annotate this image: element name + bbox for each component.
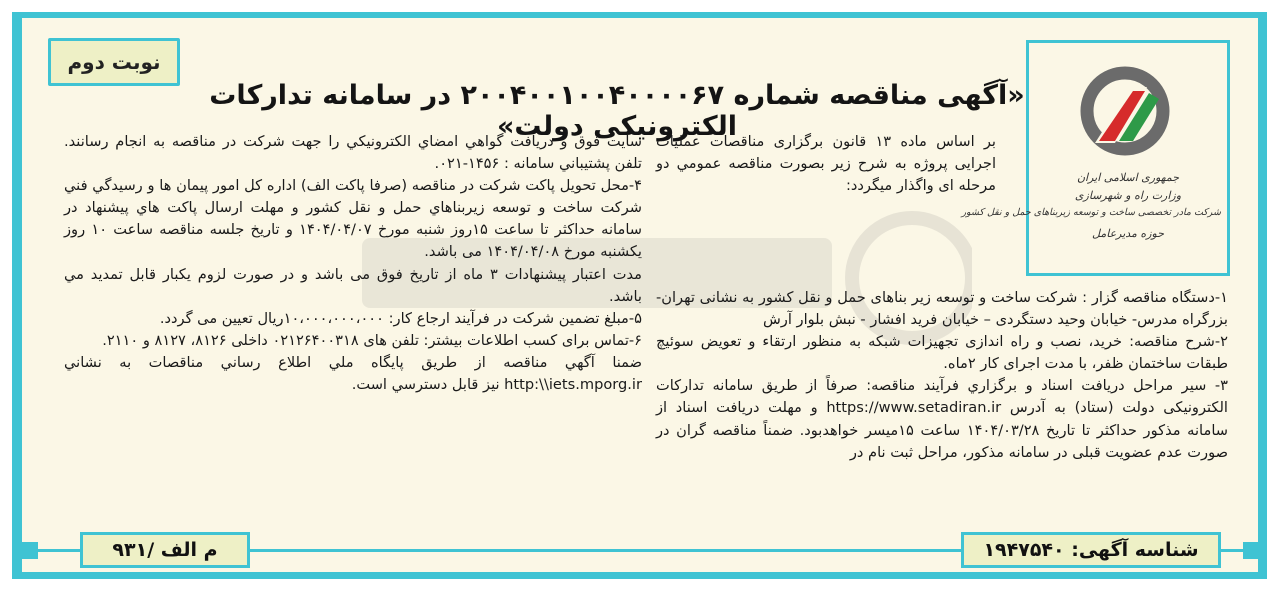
logo-line-1: جمهوری اسلامی ایران: [1076, 171, 1180, 184]
item-6: ۶-تماس برای کسب اطلاعات بیشتر: تلفن های ۰۲۱۲۶۴۰۰۳۱۸ داخلی ۸۱۲۶، ۸۱۲۷ و ۲۱۱۰.: [102, 331, 642, 349]
item-3-continued: سایت فوق و دریافت گواهي امضاي الکترونيکي را جهت شرکت در مناقصه به انجام رسانند. تلفن پشتيباني سامانه : ۱۴۵۶-۰۲۱.: [64, 133, 642, 173]
footer-cap-right: [1243, 542, 1261, 559]
item-5: ۵-مبلغ تضمین شرکت در فرآیند ارجاع کار: ۱۰،۰۰۰،۰۰۰،۰۰۰ریال تعیین می گردد.: [159, 309, 642, 327]
ad-id-box: شناسه آگهی: ۱۹۴۷۵۴۰: [961, 532, 1221, 568]
road-transport-logo-icon: [1075, 61, 1175, 161]
item-1: ۱-دستگاه مناقصه گزار : شرکت ساخت و توسعه زیر بناهای حمل و نقل کشور به نشانی تهران- بزرگراه مدرس- خیابان وحید دستگردی – خیابان فرید افشار - نبش بلوار آرش: [656, 289, 1228, 329]
left-column: [64, 131, 642, 396]
notice-title: «آگهی مناقصه شماره ۲۰۰۴۰۰۱۰۰۴۰۰۰۰۶۷ در سامانه تدارکات الکترونیکی دولت»: [209, 80, 1025, 142]
logo-box: [961, 40, 1230, 276]
right-column-top: [656, 131, 996, 197]
item-2: ۲-شرح مناقصه: خرید، نصب و راه اندازی تجهیزات شبکه به منظور ارتقاء و تعویض سوئیچ طبقات ساختمان ظفر، با مدت اجرای کار ۲ماه.: [656, 333, 1228, 373]
note-text: ضمنا آگهي مناقصه از طريق پايگاه ملي اطلاع رساني مناقصات به نشاني http:\\iets.mporg.ir نيز قابل دسترسي است.: [64, 353, 642, 394]
notice-paper: [22, 18, 1258, 572]
footer-band: [20, 532, 1261, 568]
logo-line-3: شرکت مادر تخصصی ساخت و توسعه زیربناهای حمل و نقل کشور: [961, 207, 1221, 218]
item-4: ۴-محل تحویل پاکت شرکت در مناقصه (صرفا پاکت الف) اداره کل امور پیمان ها و رسیدگي فني شرکت ساخت و توسعه زیربناهاي حمل و نقل کشور و مهلت ارسال پاکت هاي پیشنهاد در سامانه حداکثر تا ساعت ۱۵روز شنبه مورخ ۱۴۰۴/۰۴/۰۷ و تاریخ جلسه مناقصه ساعت ۱۰ روز یکشنبه مورخ ۱۴۰۴/۰۴/۰۸ می باشد.: [64, 177, 642, 261]
intro-text: بر اساس ماده ۱۳ قانون برگزاری مناقصات عملیات اجرایی پروژه به شرح زیر بصورت مناقصه عمومي دو مرحله ای واگذار میگردد:: [656, 133, 996, 195]
right-column-bottom: [656, 287, 1228, 464]
item-3: ۳- سیر مراحل دریافت اسناد و برگزاري فرآیند مناقصه: صرفاً از طریق سامانه تدارکات الکترونیکی دولت (ستاد) به آدرس https://www.setadiran.ir و مهلت دریافت اسناد از سامانه مذکور حداکثر تا تاریخ ۱۴۰۴/۰۳/۲۸ ساعت ۱۵میسر خواهدبود. ضمناً مناقصه گران در صورت عدم عضویت قبلی در سامانه مذکور، مراحل ثبت نام در: [656, 377, 1228, 461]
logo-line-4: حوزه مدیرعامل: [1092, 227, 1164, 240]
footer-cap-left: [20, 542, 38, 559]
validity-text: مدت اعتبار پیشنهادات ۳ ماه از تاریخ فوق می باشد و در صورت لزوم یکبار قابل تمدید مي باشد.: [64, 265, 642, 305]
logo-line-2: وزارت راه و شهرسازی: [1074, 189, 1182, 202]
reference-box: م الف /۹۳۱: [80, 532, 250, 568]
round-badge: نوبت دوم: [48, 38, 180, 86]
